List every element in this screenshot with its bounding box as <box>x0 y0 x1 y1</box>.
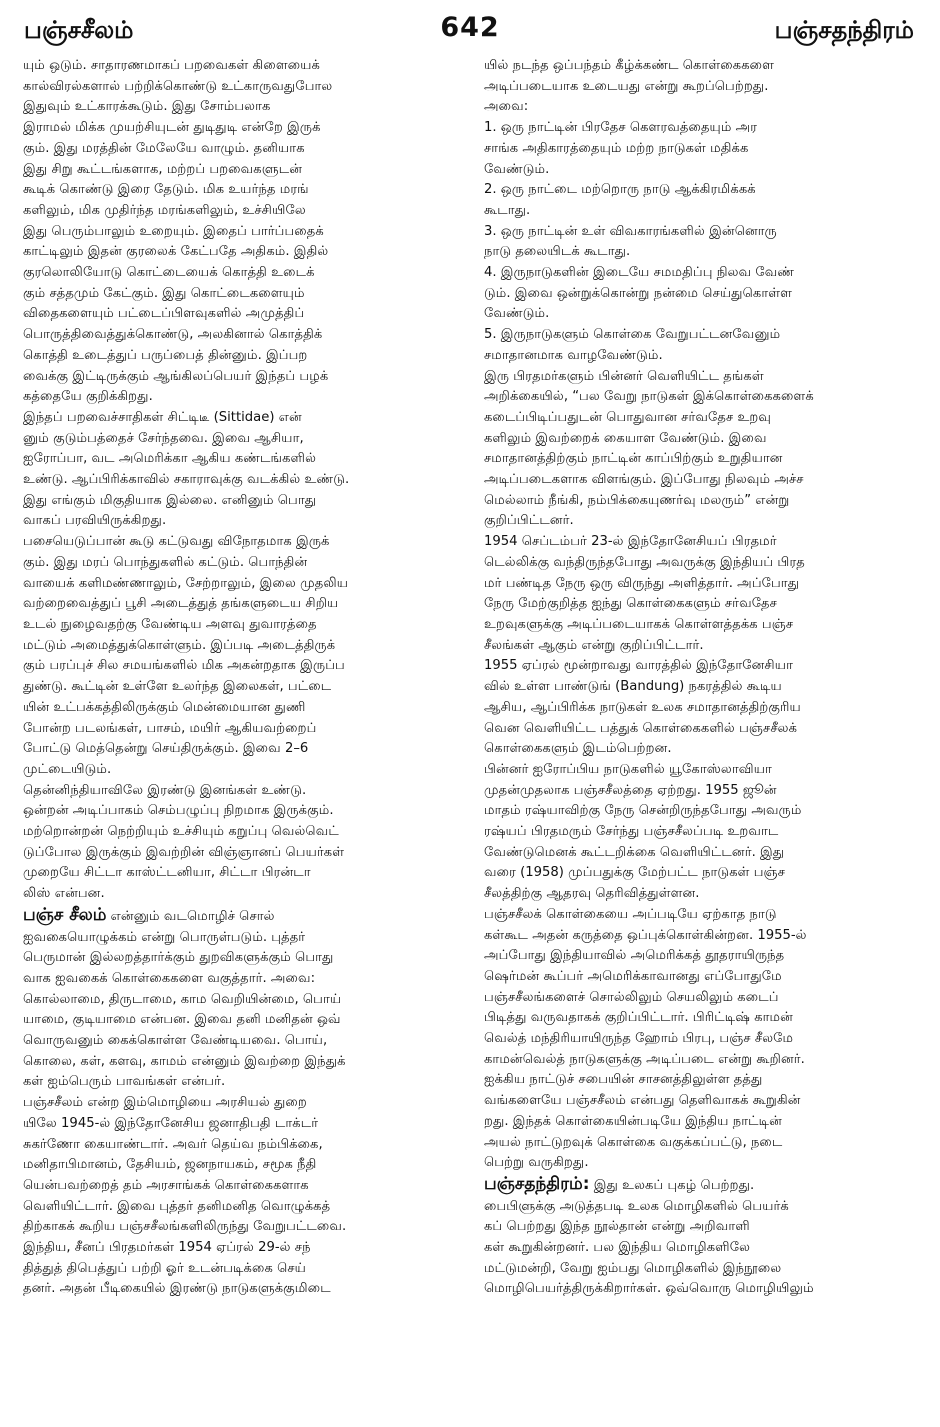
text-line: அப்போது இந்தியாவில் அமெரிக்கத் தூதராயிருந்த <box>484 948 785 964</box>
text-line: 5. இருநாடுகளும் கொள்கை வேறுபட்டனவேனும் <box>484 327 781 343</box>
text-line: யில் நடந்த ஒப்பந்தம் கீழ்க்கண்ட கொள்கைகளை <box>484 58 775 73</box>
text-line: 1954 செப்டம்பர் 23-ல் இந்தோனேசியப் பிரதமர் <box>484 534 777 550</box>
text-line: இந்தப் பறவைச்சாதிகள் சிட்டிடீ (Sittidae) என் <box>23 409 302 425</box>
text-line: பொருத்திவைத்துக்கொண்டு, அலகினால் கொத்திக் <box>23 327 323 343</box>
text-line: சாங்க அதிகாரத்தையும் மற்ற நாடுகள் மதிக்க <box>484 140 749 156</box>
text-line: பிடித்து வருவதாகக் குறிப்பிட்டார். பிரிட்டிஷ் காமன் <box>484 1010 793 1026</box>
right-column <box>484 56 920 1417</box>
header-left-guideword: பஞ்சசீலம் <box>24 16 134 44</box>
left-paragraph-6 <box>23 1093 465 1238</box>
text-line: வேண்டுமெனக் கூட்டறிக்கை வெளியிட்டனர். இது <box>484 844 785 860</box>
text-line: பஞ்சசீலம் என்ற இம்மொழியை அரசியல் துறை <box>23 1095 307 1111</box>
text-line: தனர். அதன் பீடிகையில் இரண்டு நாடுகளுக்குமிடை <box>23 1281 331 1297</box>
text-line: பசையெடுப்பான் கூடு கட்டுவது விநோதமாக இருக் <box>23 534 330 550</box>
text-line: வாயைக் களிமண்ணாலும், சேற்றாலும், இலை முதலிய <box>23 575 349 591</box>
text-line: உடல் நுழைவதற்கு வேண்டிய அளவு துவாரத்தை <box>23 616 317 632</box>
text-line: கொல்லாமை, திருடாமை, காம வெறியின்மை, பொய் <box>23 991 342 1007</box>
text-line: வொருவனும் கைக்கொள்ள வேண்டியவை. பொய், <box>23 1033 328 1049</box>
text-line: நாடு தலையிடக் கூடாது. <box>484 244 631 260</box>
text-line: மட்டும் அமைத்துக்கொள்ளும். இப்படி அடைத்திருக் <box>23 637 336 653</box>
text-line: களிலும், மிக முதிர்ந்த மரங்களிலும், உச்சியிலே <box>23 202 306 218</box>
text-line: சுகர்ணோ கையாண்டார். அவர் தெய்வ நம்பிக்கை, <box>23 1136 323 1152</box>
entry-heading-rest: என்னும் வடமொழிச் சொல் <box>106 908 275 924</box>
text-line: கொத்தி உடைத்துப் பருப்பைத் தின்னும். இப்பற <box>23 347 308 363</box>
text-line: கும். இது மரப் பொந்துகளில் கட்டும். பொந்தின் <box>23 554 308 570</box>
text-line: டுப்போல இருக்கும் இவற்றின் விஞ்ஞானப் பெயர்கள் <box>23 844 345 860</box>
text-line: இது பெரும்பாலும் உறையும். இதைப் பார்ப்பதைக் <box>23 223 324 239</box>
right-paragraph-3 <box>484 532 920 656</box>
text-line: நேரு மேற்குறித்த ஐந்து கொள்கைகளும் சர்வதேச <box>484 596 777 612</box>
text-line: யின் உட்பக்கத்திலிருக்கும் மென்மையான துணி <box>23 699 306 715</box>
text-line: வாக ஐவகைக் கொள்கைகளை வகுத்தார். அவை: <box>23 970 316 986</box>
text-line: டும். இவை ஒன்றுக்கொன்று நன்மை செய்துகொள்ள <box>484 285 793 301</box>
text-line: காமன்வெல்த் நாடுகளுக்கு அடிப்படை என்று கூறினர். <box>484 1051 805 1067</box>
text-line: இது எங்கும் மிகுதியாக இல்லை. எனினும் பொது <box>23 492 317 508</box>
text-line: அடிப்படைகளாக விளங்கும். இப்போது நிலவும் அச்ச <box>484 472 804 488</box>
text-line: அவை: <box>484 99 529 115</box>
text-line: வற்றைவைத்துப் பூசி அடைத்துத் தங்களுடைய சிறிய <box>23 596 339 612</box>
text-line: இது சிறு கூட்டங்களாக, மற்றப் பறவைகளுடன் <box>23 161 303 177</box>
text-line: வெளியிட்டார். இவை புத்தர் தனிமனித வொழுக்கத் <box>23 1198 331 1214</box>
text-line: 4. இருநாடுகளின் இடையே சமமதிப்பு நிலவ வேண் <box>484 265 795 281</box>
text-line: சீலங்கள் ஆகும் என்று குறிப்பிட்டார். <box>484 637 704 653</box>
text-line: முட்டையிடும். <box>23 761 112 777</box>
text-line: வேண்டும். <box>484 161 550 177</box>
text-line: 3. ஒரு நாட்டின் உள் விவகாரங்களில் இன்னொரு <box>484 223 777 239</box>
text-line: முறையே சிட்டா காஸ்ட்டனியா, சிட்டா பிரன்டா <box>23 865 311 881</box>
principle-item-2 <box>484 180 920 221</box>
entry-heading-line <box>23 905 465 928</box>
text-line: பைபிளுக்கு அடுத்தபடி உலக மொழிகளில் பெயர்க் <box>484 1198 789 1214</box>
left-paragraph-3 <box>23 532 465 780</box>
text-line: ஐக்கிய நாட்டுச் சபையின் சாசனத்திலுள்ள தத்து <box>484 1072 763 1088</box>
text-line: பஞ்சசீலக் கொள்கையை அப்படியே ஏற்காத நாடு <box>484 906 777 922</box>
text-line: னும் குடும்பத்தைச் சேர்ந்தவை. இவை ஆசியா, <box>23 430 304 446</box>
text-line: யிலே 1945-ல் இந்தோனேசிய ஜனாதிபதி டாக்டர் <box>23 1115 319 1131</box>
principle-item-1 <box>484 118 920 180</box>
text-line: உண்டு. ஆப்பிரிக்காவில் சகாராவுக்கு வடக்கில் உண்டு. <box>23 472 350 488</box>
right-paragraph-1 <box>484 56 920 118</box>
text-line: பின்னர் ஐரோப்பிய நாடுகளில் யூகோஸ்லாவியா <box>484 761 772 777</box>
text-line: வில் உள்ள பாண்டுங் (Bandung) நகரத்தில் கூடிய <box>484 679 782 695</box>
text-line: விதைகளையும் பட்டைப்பிளவுகளில் அமுத்திப் <box>23 306 305 322</box>
text-line: பஞ்சசீலங்களைச் சொல்லிலும் செயலிலும் கடைப் <box>484 989 779 1005</box>
right-paragraph-4 <box>484 656 920 760</box>
text-line: ரஷ்யப் பிரதமரும் சேர்ந்து பஞ்சசீலப்படி உறவாட <box>484 824 779 840</box>
text-line: 1. ஒரு நாட்டின் பிரதேச கௌரவத்தையும் அர <box>484 120 758 136</box>
text-line: மர் பண்டித நேரு ஒரு விருந்து அளித்தார். அப்போது <box>484 575 800 591</box>
text-line: அறிக்கையில், “பல வேறு நாடுகள் இக்கொள்கைகளைக் <box>484 389 814 405</box>
text-line: மனிதாபிமானம், தேசியம், ஜனநாயகம், சமூக நீதி <box>23 1157 317 1173</box>
right-paragraph-7 <box>484 1070 920 1174</box>
text-line: வேண்டும். <box>484 306 550 322</box>
left-paragraph-2 <box>23 408 465 532</box>
text-line: வரை (1958) முப்பதுக்கு மேற்பட்ட நாடுகள் பஞ்ச <box>484 865 786 881</box>
principle-item-5 <box>484 325 920 366</box>
entry-title-panchatantram: பஞ்சதந்திரம்: <box>484 1173 590 1194</box>
text-line: அடிப்படையாக உடையது என்று கூறப்பெற்றது. <box>484 78 769 94</box>
text-line: லிஸ் என்பன. <box>23 886 105 902</box>
text-line: வைக்கு இட்டிருக்கும் ஆங்கிலப்பெயர் இந்தப் பழக் <box>23 368 329 384</box>
entry-title-panchaseelam: பஞ்ச சீலம் <box>23 904 107 925</box>
text-line: மெல்லாம் நீங்கி, நம்பிக்கையுணர்வு மலரும்” என்று <box>484 492 790 508</box>
text-line: களிலும் இவற்றைக் கையாள வேண்டும். இவை <box>484 430 767 446</box>
text-line: குரலொலியோடு கொட்டையைக் கொத்தி உடைக் <box>23 265 315 281</box>
text-line: வாகப் பரவியிருக்கிறது. <box>23 513 167 529</box>
text-line: கள் ஐம்பெரும் பாவங்கள் என்பர். <box>23 1074 226 1090</box>
principle-item-3 <box>484 222 920 263</box>
right-paragraph-2 <box>484 367 920 533</box>
left-paragraph-5 <box>23 928 465 1094</box>
text-line: சமாதானத்திற்கும் நாட்டின் காப்பிற்கும் உறுதியான <box>484 451 783 467</box>
text-line: கொள்கைகளும் இடம்பெற்றன. <box>484 741 672 757</box>
text-line: அயல் நாட்டுறவுக் கொள்கை வகுக்கப்பட்டு, நடை <box>484 1134 783 1150</box>
right-paragraph-6 <box>484 905 920 1071</box>
text-line: போன்ற படலங்கள், பாசம், மயிர் ஆகியவற்றைப் <box>23 720 317 736</box>
right-paragraph-5 <box>484 760 920 905</box>
text-line: இதுவும் உட்காரக்கூடும். இது சோம்பலாக <box>23 99 271 115</box>
text-line: உறவுகளுக்கு அடிப்படையாகக் கொள்ளத்தக்க பஞ்ச <box>484 616 794 632</box>
text-line: கும். இது மரத்தின் மேலேயே வாழும். தனியாக <box>23 140 305 156</box>
page-number: 642 <box>440 12 500 43</box>
text-line: கூடாது. <box>484 202 531 218</box>
text-line: கடைப்பிடிப்பதுடன் பொதுவான சர்வதேச உறவு <box>484 409 772 425</box>
text-line: பெருமான் இல்லறத்தார்க்கும் துறவிகளுக்கும் பொது <box>23 950 334 966</box>
text-line: றது. இந்தக் கொள்கையின்படியே இந்திய நாட்டின் <box>484 1113 782 1129</box>
text-line: தித்துத் திபெத்துப் பற்றி ஓர் உடன்படிக்கை செய் <box>23 1260 306 1276</box>
text-line: குறிப்பிட்டனர். <box>484 513 574 529</box>
text-line: திற்காகக் கூறிய பஞ்சசீலங்களிலிருந்து வேறுபட்டவை. <box>23 1219 347 1235</box>
text-line: துண்டு. கூட்டின் உள்ளே உலர்ந்த இலைகள், பட்டை <box>23 679 332 695</box>
text-line: கப் பெற்றது இந்த நூல்தான் என்று அறிவாளி <box>484 1219 750 1235</box>
text-line: மட்டுமன்றி, வேறு ஐம்பது மொழிகளில் இந்நூலை <box>484 1260 782 1276</box>
text-line: கத்தையே குறிக்கிறது. <box>23 389 153 405</box>
page-header <box>22 4 918 52</box>
text-line: யாமை, குடியாமை என்பன. இவை தனி மனிதன் ஒவ் <box>23 1012 341 1028</box>
entry-heading-line <box>484 1174 920 1197</box>
text-line: காட்டிலும் இதன் குரலைக் கேட்பதே அதிகம். இதில் <box>23 244 329 260</box>
text-line: இரு பிரதமர்களும் பின்னர் வெளியிட்ட தங்கள் <box>484 368 764 384</box>
text-line: கும் பரப்புச் சில சமயங்களில் மிக அகன்றதாக இருப்ப <box>23 658 345 674</box>
principle-item-4 <box>484 263 920 325</box>
text-line: கால்விரல்களால் பற்றிக்கொண்டு உட்காருவதுபோல <box>23 78 333 94</box>
left-paragraph-4 <box>23 781 465 905</box>
text-line: கள் கூறுகின்றனர். பல இந்திய மொழிகளிலே <box>484 1240 751 1256</box>
text-line: சீலத்திற்கு ஆதரவு தெரிவித்துள்ளன. <box>484 886 700 902</box>
text-line: ஐரோப்பா, வட அமெரிக்கா ஆகிய கண்டங்களில் <box>23 451 317 467</box>
text-line: யென்பவற்றைத் தம் அரசாங்கக் கொள்கைகளாக <box>23 1177 309 1193</box>
text-line: தென்னிந்தியாவிலே இரண்டு இனங்கள் உண்டு. <box>23 782 307 798</box>
text-line: கொலை, கள், களவு, காமம் என்னும் இவற்றை இந்துக் <box>23 1053 346 1069</box>
left-paragraph-7 <box>23 1238 465 1300</box>
text-line: ஒன்றன் அடிப்பாகம் செம்பழுப்பு நிறமாக இருக்கும். <box>23 803 334 819</box>
text-line: 2. ஒரு நாட்டை மற்றொரு நாடு ஆக்கிரமிக்கக் <box>484 182 756 198</box>
entry-heading-rest: இது உலகப் புகழ் பெற்றது. <box>589 1177 755 1193</box>
text-line: முதன்முதலாக பஞ்சசீலத்தை ஏற்றது. 1955 ஜூன் <box>484 782 777 798</box>
text-line: மற்றொன்றன் நெற்றியும் உச்சியும் கறுப்பு வெல்வெட் <box>23 824 339 840</box>
header-right-guideword: பஞ்சதந்திரம் <box>774 16 914 44</box>
text-line: வென வெளியிட்ட பத்துக் கொள்கைகளில் பஞ்சசீலக் <box>484 720 798 736</box>
text-line: யும் ஒடும். சாதாரணமாகப் பறவைகள் கிளையைக் <box>23 58 320 73</box>
text-line: சமாதானமாக வாழவேண்டும். <box>484 347 663 363</box>
text-line: ஆசிய, ஆப்பிரிக்க நாடுகள் உலக சமாதானத்திற்குரிய <box>484 699 801 715</box>
text-line: பெற்று வருகிறது. <box>484 1155 589 1171</box>
text-line: கும் சத்தமும் கேட்கும். இது கொட்டைகளையும் <box>23 285 305 301</box>
entry-panchatantram <box>484 1174 920 1197</box>
right-paragraph-8 <box>484 1197 920 1301</box>
text-line: இராமல் மிக்க முயற்சியுடன் துடிதுடி என்றே இருக் <box>23 120 321 136</box>
left-paragraph-1 <box>23 56 465 408</box>
text-line: டெல்லிக்கு வந்திருந்தபோது அவருக்கு இந்தியப் பிரத <box>484 554 805 570</box>
text-line: போட்டு மெத்தென்று செய்திருக்கும். இவை 2–6 <box>23 741 309 757</box>
text-line: 1955 ஏப்ரல் மூன்றாவது வாரத்தில் இந்தோனேசியா <box>484 658 793 674</box>
text-line: ஐவகையொழுக்கம் என்று பொருள்படும். புத்தர் <box>23 929 306 945</box>
text-line: கூடிக் கொண்டு இரை தேடும். மிக உயர்ந்த மரங் <box>23 182 309 198</box>
text-line: மொழிபெயர்த்திருக்கிறார்கள். ஒவ்வொரு மொழியிலும் <box>484 1281 814 1297</box>
text-line: வங்களையே பஞ்சசீலம் என்பது தெளிவாகக் கூறுகின் <box>484 1093 801 1109</box>
text-line: ஷெர்மன் கூப்பர் அமெரிக்காவானது எப்போதுமே <box>484 968 782 984</box>
text-line: மாதம் ரஷ்யாவிற்கு நேரு சென்றிருந்தபோது அவரும் <box>484 803 802 819</box>
entry-panchaseelam <box>23 905 465 928</box>
text-line: கள்கூட அதன் கருத்தை ஒப்புக்கொள்கின்றன. 1955-ல் <box>484 927 807 943</box>
text-line: வெல்த் மந்திரியாயிருந்த ஹோம் பிரபு, பஞ்ச சீலமே <box>484 1031 794 1047</box>
text-line: இந்திய, சீனப் பிரதமர்கள் 1954 ஏப்ரல் 29-ல் சந் <box>23 1240 311 1256</box>
left-column <box>23 56 465 1417</box>
